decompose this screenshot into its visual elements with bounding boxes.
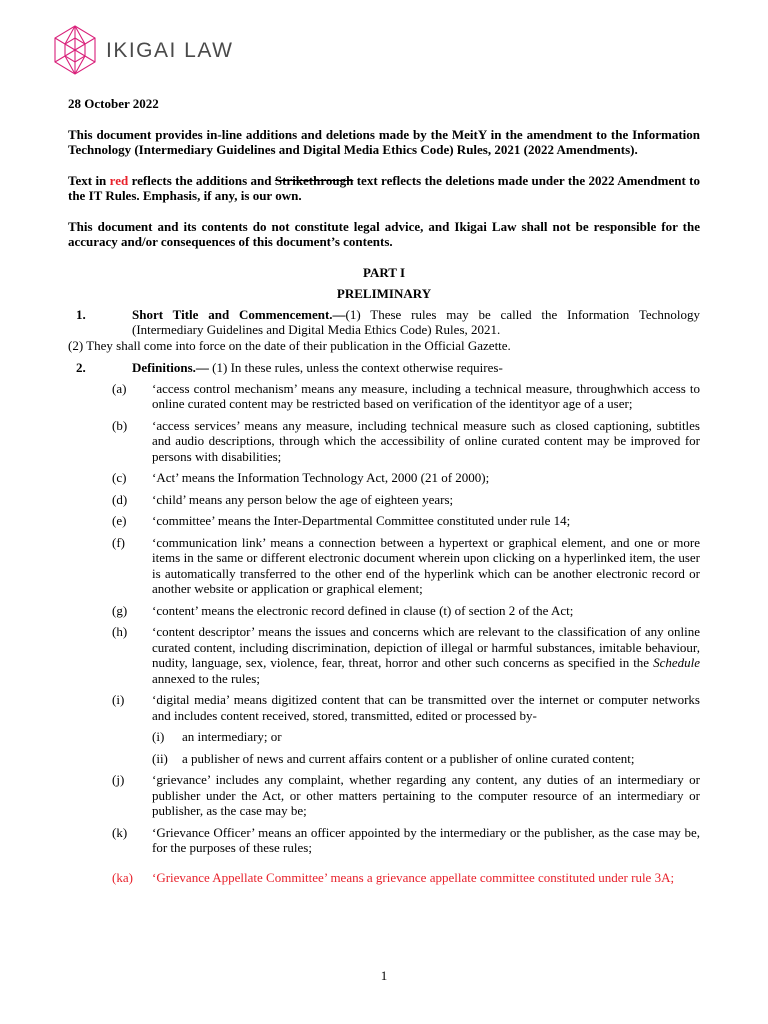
document-body <box>68 96 700 885</box>
definition-b <box>112 418 700 465</box>
definition-text: ‘communication link’ means a connection between a hypertext or graphical element, and one or more items in the same or different electronic document wherein upon clicking on a hyperlinked item, the user is automatically transferred to the other end of the hyperlink which can be another electronic record or another website or application or graphical element; <box>152 534 700 596</box>
definition-label: (g) <box>112 602 128 618</box>
definition-text: ‘Grievance Officer’ means an officer appointed by the intermediary or the publisher, as the case may be, for the purposes of these rules; <box>152 824 700 855</box>
part-subtitle: PRELIMINARY <box>336 286 432 301</box>
definition-text: ‘digital media’ means digitized content that can be transmitted over the internet or computer networks and includes content received, stored, transmitted, edited or processed by- <box>152 692 700 723</box>
section-1-heading: Short Title and Commencement.— <box>132 306 346 322</box>
definition-text: ‘Grievance Appellate Committee’ means a grievance appellate committee constituted under rule 3A; <box>152 869 675 885</box>
section-2-text <box>132 360 700 376</box>
definition-text: ‘child’ means any person below the age of eighteen years; <box>152 491 454 507</box>
definition-c <box>112 470 700 486</box>
logo-wordmark: IKIGAI LAW <box>106 39 234 63</box>
definition-f <box>112 535 700 597</box>
definition-ka-addition <box>112 870 700 886</box>
definition-label: (ka) <box>112 869 133 885</box>
sub-item-i <box>152 729 700 745</box>
sub-item-ii <box>152 751 700 767</box>
definition-k <box>112 825 700 856</box>
ikigai-law-logo <box>52 24 233 76</box>
definition-e <box>112 513 700 529</box>
legend-text-1: Text in <box>68 172 110 188</box>
sub-item-text: an intermediary; or <box>182 729 282 744</box>
section-1-number: 1. <box>76 306 86 322</box>
sub-item-label: (ii) <box>152 750 168 766</box>
part-title: PART I <box>362 264 406 280</box>
definition-text: ‘access control mechanism’ means any measure, including a technical measure, throughwhich access to online curated content may be restricted based on verification of the identityor age of a user; <box>152 380 700 411</box>
section-2-heading: Definitions.— <box>132 360 209 375</box>
sub-item-label: (i) <box>152 729 165 744</box>
section-2-number: 2. <box>76 360 86 375</box>
definition-label: (b) <box>112 417 128 433</box>
definition-label: (e) <box>112 513 127 528</box>
definition-label: (d) <box>112 491 128 507</box>
definition-a <box>112 381 700 412</box>
section-1-text <box>132 307 700 338</box>
section-2 <box>68 360 700 376</box>
hexagon-logo-icon <box>52 24 98 76</box>
page-number: 1 <box>380 968 388 983</box>
definition-text: ‘access services’ means any measure, including technical measure such as closed captioning, subtitles and audio descriptions, through which the accessibility of online curated content may be improved for persons with disabilities; <box>152 417 700 464</box>
legend-text-2: reflects the additions and <box>128 172 275 188</box>
definition-i <box>112 692 700 723</box>
legend-strike-word: Strikethrough <box>274 172 354 188</box>
section-1-subclause-2: (2) They shall come into force on the date of their publication in the Official Gazette. <box>68 337 511 353</box>
section-2-body: (1) In these rules, unless the context otherwise requires- <box>208 360 503 375</box>
definition-label: (j) <box>112 772 125 787</box>
definition-j <box>112 772 700 819</box>
definition-text: ‘content’ means the electronic record defined in clause (t) of section 2 of the Act; <box>152 602 574 618</box>
definition-text: ‘committee’ means the Inter-Departmental Committee constituted under rule 14; <box>152 513 571 528</box>
definition-label: (a) <box>112 380 127 396</box>
section-1-body: (1) These rules may be called the Information Technology (Intermediary Guidelines and Digital Media Ethics Code) Rules, 2021. <box>132 306 700 337</box>
disclaimer-paragraph: This document and its contents do not constitute legal advice, and Ikigai Law shall not be responsible for the accuracy and/or consequences of this document’s contents. <box>68 218 700 249</box>
definition-text-part: ‘content descriptor’ means the issues and concerns which are relevant to the classification of any online curated content, including discrimination, depiction of illegal or harmful substances, imitable behaviour, nudity, language, sex, violence, fear, threat, horror and other such concerns as specified in the <box>152 624 700 670</box>
definition-text: ‘grievance’ includes any complaint, whether regarding any content, any duties of an intermediary or publisher under the Act, or other matters pertaining to the computer resource of an intermediary or publisher, as the case may be; <box>152 772 700 818</box>
section-1 <box>68 307 700 338</box>
sub-item-text: a publisher of news and current affairs content or a publisher of online curated content; <box>182 750 635 766</box>
definition-text: ‘Act’ means the Information Technology Act, 2000 (21 of 2000); <box>152 470 490 485</box>
definition-label: (f) <box>112 534 125 550</box>
definition-text <box>152 624 700 686</box>
definition-label: (h) <box>112 624 128 639</box>
legend-red-word: red <box>109 172 129 188</box>
definition-text-part: annexed to the rules; <box>152 670 260 686</box>
legend-text-3: text reflects the deletions made under the 2022 Amendment to the IT Rules. Emphasis, if any, is our own. <box>68 172 701 203</box>
definition-label: (c) <box>112 470 127 485</box>
definition-d <box>112 492 700 508</box>
document-date: 28 October 2022 <box>68 96 159 111</box>
legend-paragraph <box>68 173 700 204</box>
schedule-emphasis: Schedule <box>653 655 700 670</box>
definition-g <box>112 603 700 619</box>
definition-label: (i) <box>112 692 125 707</box>
definition-label: (k) <box>112 824 128 840</box>
definition-h <box>112 624 700 686</box>
intro-paragraph: This document provides in-line additions and deletions made by the MeitY in the amendment to the Information Technology (Intermediary Guidelines and Digital Media Ethics Code) Rules, 2021 (2022 Amendments). <box>68 126 700 157</box>
